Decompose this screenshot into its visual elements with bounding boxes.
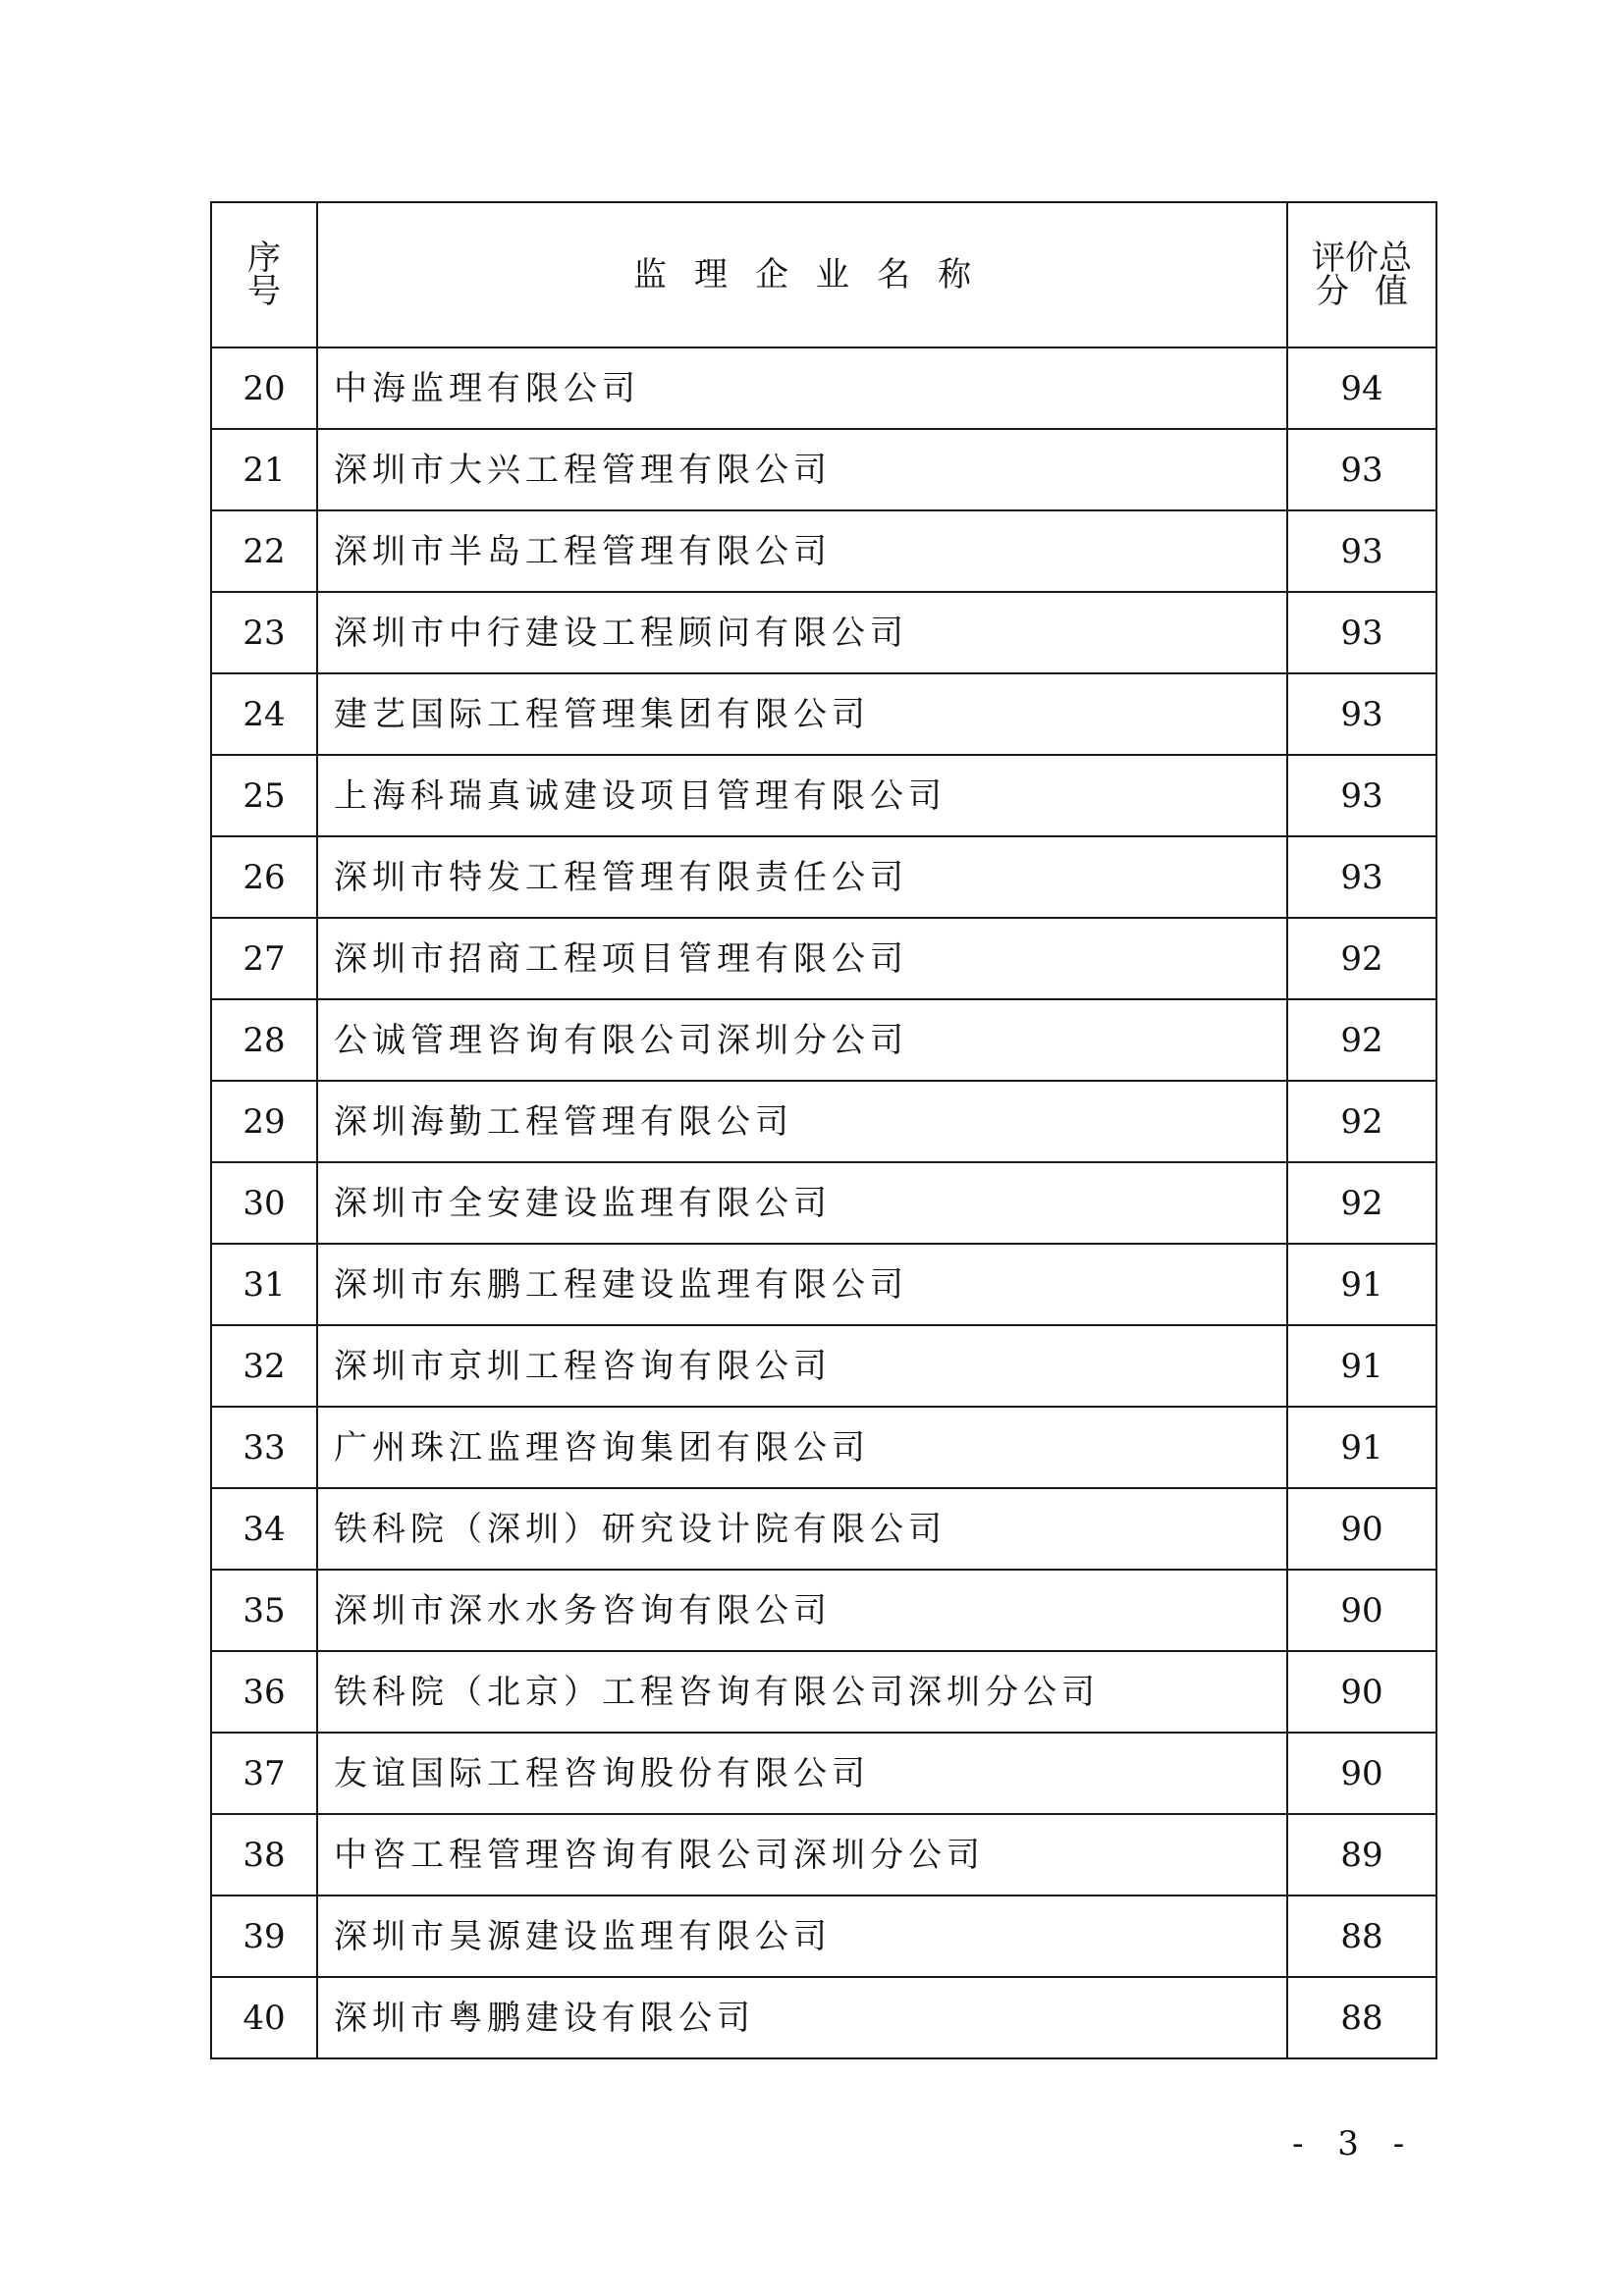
table-row [211, 999, 1436, 1081]
header-serial-line1: 序 [247, 239, 281, 278]
row-enterprise-name: 深圳海勤工程管理有限公司 [317, 1081, 1287, 1162]
row-total-score: 92 [1287, 918, 1436, 999]
row-enterprise-name: 公诚管理咨询有限公司深圳分公司 [317, 999, 1287, 1081]
row-total-score: 92 [1287, 1162, 1436, 1244]
table-row [211, 1651, 1436, 1733]
table-row [211, 510, 1436, 592]
row-enterprise-name: 友谊国际工程咨询股份有限公司 [317, 1733, 1287, 1814]
row-enterprise-name: 深圳市大兴工程管理有限公司 [317, 429, 1287, 510]
table-row [211, 429, 1436, 510]
row-total-score: 93 [1287, 673, 1436, 755]
row-serial-number: 29 [211, 1081, 317, 1162]
row-enterprise-name: 广州珠江监理咨询集团有限公司 [317, 1407, 1287, 1488]
row-total-score: 93 [1287, 510, 1436, 592]
table-row [211, 1977, 1436, 2058]
row-serial-number: 33 [211, 1407, 317, 1488]
row-serial-number: 32 [211, 1325, 317, 1407]
page-number: - 3 - [1292, 2124, 1417, 2163]
row-enterprise-name: 中咨工程管理咨询有限公司深圳分公司 [317, 1814, 1287, 1896]
row-total-score: 90 [1287, 1651, 1436, 1733]
row-total-score: 93 [1287, 429, 1436, 510]
row-serial-number: 38 [211, 1814, 317, 1896]
table-row [211, 1896, 1436, 1977]
row-enterprise-name: 铁科院（深圳）研究设计院有限公司 [317, 1488, 1287, 1570]
row-total-score: 91 [1287, 1407, 1436, 1488]
table-row [211, 1570, 1436, 1651]
header-score-line1: 评价总 [1312, 239, 1412, 278]
row-serial-number: 20 [211, 347, 317, 429]
header-score-line2: 分值 [1316, 272, 1434, 311]
row-serial-number: 35 [211, 1570, 317, 1651]
row-total-score: 89 [1287, 1814, 1436, 1896]
row-serial-number: 37 [211, 1733, 317, 1814]
header-serial-line2: 号 [247, 272, 281, 311]
row-serial-number: 30 [211, 1162, 317, 1244]
row-enterprise-name: 深圳市昊源建设监理有限公司 [317, 1896, 1287, 1977]
table-row [211, 1814, 1436, 1896]
row-total-score: 91 [1287, 1325, 1436, 1407]
table-header-row [211, 202, 1436, 347]
row-total-score: 90 [1287, 1488, 1436, 1570]
row-serial-number: 28 [211, 999, 317, 1081]
row-total-score: 92 [1287, 1081, 1436, 1162]
table-row [211, 1325, 1436, 1407]
row-enterprise-name: 深圳市深水水务咨询有限公司 [317, 1570, 1287, 1651]
table-row [211, 755, 1436, 836]
table-row [211, 1081, 1436, 1162]
row-total-score: 93 [1287, 755, 1436, 836]
row-total-score: 93 [1287, 836, 1436, 918]
row-enterprise-name: 上海科瑞真诚建设项目管理有限公司 [317, 755, 1287, 836]
row-enterprise-name: 深圳市全安建设监理有限公司 [317, 1162, 1287, 1244]
table-row [211, 673, 1436, 755]
row-enterprise-name: 铁科院（北京）工程咨询有限公司深圳分公司 [317, 1651, 1287, 1733]
row-enterprise-name: 建艺国际工程管理集团有限公司 [317, 673, 1287, 755]
table-row [211, 918, 1436, 999]
row-total-score: 90 [1287, 1733, 1436, 1814]
table-row [211, 1733, 1436, 1814]
row-serial-number: 21 [211, 429, 317, 510]
row-serial-number: 31 [211, 1244, 317, 1325]
table-row [211, 1244, 1436, 1325]
row-enterprise-name: 中海监理有限公司 [317, 347, 1287, 429]
row-enterprise-name: 深圳市招商工程项目管理有限公司 [317, 918, 1287, 999]
row-serial-number: 27 [211, 918, 317, 999]
table-row [211, 1162, 1436, 1244]
table-row [211, 347, 1436, 429]
row-enterprise-name: 深圳市特发工程管理有限责任公司 [317, 836, 1287, 918]
row-serial-number: 36 [211, 1651, 317, 1733]
row-enterprise-name: 深圳市东鹏工程建设监理有限公司 [317, 1244, 1287, 1325]
row-serial-number: 22 [211, 510, 317, 592]
header-enterprise-name: 监理企业名称 [317, 202, 1287, 347]
row-total-score: 91 [1287, 1244, 1436, 1325]
table-body [211, 347, 1436, 2058]
row-total-score: 93 [1287, 592, 1436, 673]
row-enterprise-name: 深圳市粤鹏建设有限公司 [317, 1977, 1287, 2058]
table-row [211, 592, 1436, 673]
row-total-score: 94 [1287, 347, 1436, 429]
row-total-score: 92 [1287, 999, 1436, 1081]
row-enterprise-name: 深圳市京圳工程咨询有限公司 [317, 1325, 1287, 1407]
row-total-score: 88 [1287, 1896, 1436, 1977]
row-enterprise-name: 深圳市中行建设工程顾问有限公司 [317, 592, 1287, 673]
row-serial-number: 39 [211, 1896, 317, 1977]
row-serial-number: 23 [211, 592, 317, 673]
row-total-score: 90 [1287, 1570, 1436, 1651]
row-serial-number: 24 [211, 673, 317, 755]
row-serial-number: 34 [211, 1488, 317, 1570]
row-serial-number: 26 [211, 836, 317, 918]
header-total-score [1287, 202, 1436, 347]
row-enterprise-name: 深圳市半岛工程管理有限公司 [317, 510, 1287, 592]
enterprise-score-table [210, 201, 1437, 2059]
row-serial-number: 40 [211, 1977, 317, 2058]
table-row [211, 836, 1436, 918]
table-row [211, 1407, 1436, 1488]
header-serial-number [211, 202, 317, 347]
row-total-score: 88 [1287, 1977, 1436, 2058]
table-row [211, 1488, 1436, 1570]
row-serial-number: 25 [211, 755, 317, 836]
